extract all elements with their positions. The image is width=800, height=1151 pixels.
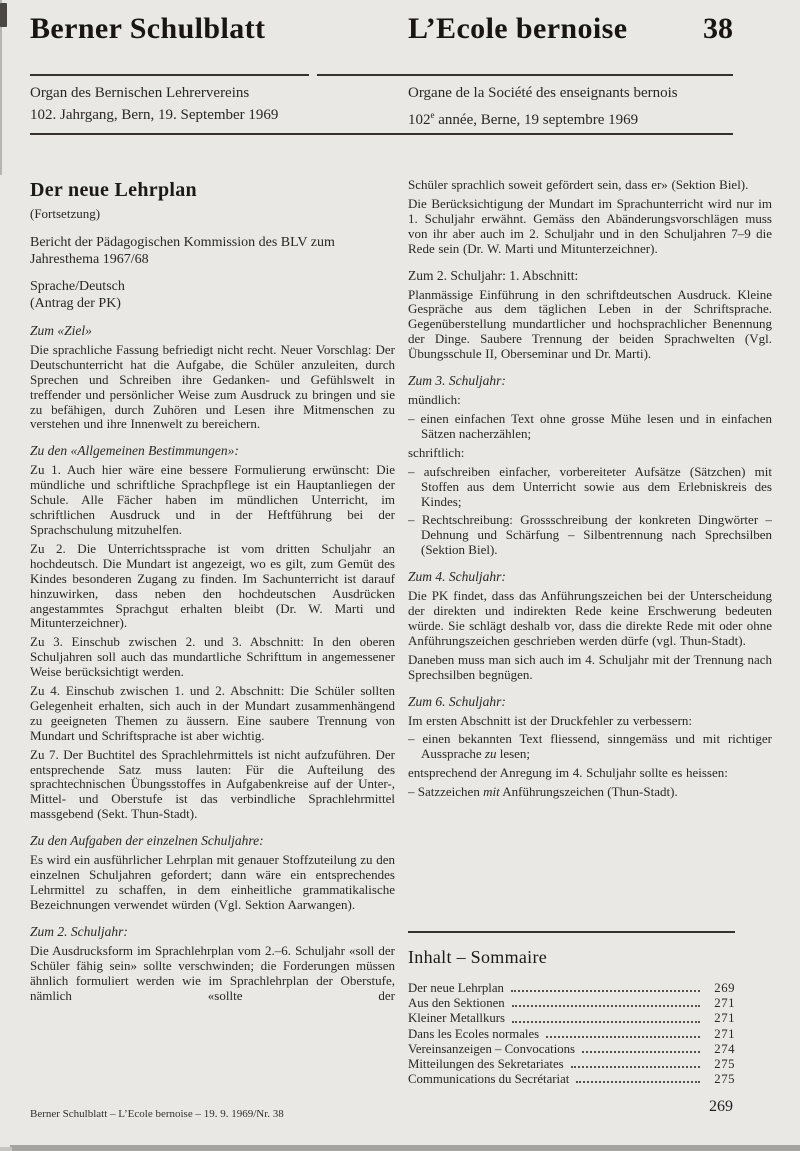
scan-bottom-shadow-light xyxy=(0,1147,12,1151)
list-item: – aufschreiben einfacher, vorbereiteter Aufsätze (Sätzchen) mit Stoffen aus dem Unterricht sowie aus dem Erlebniskreis des Kindes; xyxy=(408,463,772,509)
paragraph: Die sprachliche Fassung befriedigt nicht recht. Neuer Vorschlag: Der Deutschunterricht hat die Aufgabe, die Schüler anzuleiten, durch Sprechen und Schreiben ihre Gedanken- und Gefühlswelt in treffender und persönlicher Weise zum Ausdruck zu bringen und sie zu befähigen, durch Zuhören und Lesen ihre Mitmenschen zu verstehen und ihre Innenwelt zu bereichern. xyxy=(30,341,395,432)
toc-rule xyxy=(408,931,735,933)
masthead-rule-top-left xyxy=(30,74,309,76)
section-heading-schuljahr-2-abschnitt-1: Zum 2. Schuljahr: 1. Abschnitt: xyxy=(408,267,579,283)
masthead-rule-bottom xyxy=(30,133,733,135)
issue-number: 38 xyxy=(703,12,733,45)
paragraph: Es wird ein ausführlicher Lehrplan mit genauer Stoffzuteilung zu den einzelnen Schuljahren gefordert; dann wäre ein entsprechendes Lehrmittel zu schaffen, in dem einheitliche grammatikalische Bezeichnungen verwendet würden (Vgl. Sektion Aarwangen). xyxy=(30,852,395,912)
paragraph-continuation: Schüler sprachlich soweit gefördert sein, dass er» (Sektion Biel). xyxy=(408,178,749,192)
toc-entry xyxy=(408,981,735,996)
toc-entry-page: 271 xyxy=(714,1026,735,1041)
volume-date-line-french: 102e année, Berne, 19 septembre 1969 xyxy=(408,110,639,128)
toc-entry xyxy=(408,996,735,1011)
superscript-e: e xyxy=(430,110,435,120)
article-subtitle: (Fortsetzung) xyxy=(30,206,101,221)
article-lead: Bericht der Pädagogischen Kommission des BLV zum Jahresthema 1967/68 xyxy=(30,234,335,267)
label-schriftlich: schriftlich: xyxy=(408,444,465,460)
left-column xyxy=(30,178,395,1094)
paragraph: Zu 4. Einschub zwischen 1. und 2. Abschnitt: Die Schüler sollten Gelegenheit erhalten, sich auch in der Mundart zusammenhängend zu geeigneten Themen zu äussern. Eine saubere Trennung von Mundart und Schriftsprache ist aber wichtig. xyxy=(30,683,395,743)
toc-leader-dots xyxy=(511,990,700,992)
paragraph: Zu 7. Der Buchtitel des Sprachlehrmittels ist nicht aufzuführen. Der entsprechende Satz muss lauten: Für die Aufteilung des sprachtechnischen Übungsstoffes in Aufgabenkreise auf der Unter-, Mittel- und Oberstufe ist das verbindliche Sprachlehrmittel massgebend (Sekt. Thun-Stadt). xyxy=(30,746,395,822)
toc-entry xyxy=(408,1011,735,1026)
toc-leader-dots xyxy=(576,1081,700,1083)
article-title: Der neue Lehrplan xyxy=(30,179,197,201)
label-muendlich: mündlich: xyxy=(408,392,461,408)
italic-word: zu xyxy=(484,746,497,762)
toc-entry-page: 275 xyxy=(714,1072,735,1087)
organ-line: Organ des Bernischen Lehrervereins xyxy=(30,85,250,101)
toc-entry-page: 275 xyxy=(714,1057,735,1072)
toc-entry xyxy=(408,1072,735,1087)
list-item: – Rechtschreibung: Grossschreibung der konkreten Dingwörter – Dehnung und Schärfung – Silbentrennung nach Sprechsilben (Sektion Biel). xyxy=(408,512,772,558)
toc-entry-page: 269 xyxy=(714,981,735,995)
section-heading-ziel: Zum «Ziel» xyxy=(30,322,92,338)
toc-title: Inhalt – Sommaire xyxy=(408,947,548,967)
organe-line: Organe de la Société des enseignants bernois xyxy=(408,85,678,101)
paragraph: Zu 2. Die Unterrichtssprache ist vom dritten Schuljahr an hochdeutsch. Die Mundart ist angezeigt, wo es gilt, zum Gemüt des Kindes besonderen Zugang zu finden. Im Sachunterricht ist darauf hinzuwirken, dass neben den hochdeutschen Ausdrücken angestammtes Sprachgut erhalten bleibt (Dr. W. Marti und Mitunterzeichner). xyxy=(30,540,395,631)
toc-entry-label: Der neue Lehrplan xyxy=(408,981,504,995)
toc-entry xyxy=(408,1042,735,1057)
toc-entry xyxy=(408,1027,735,1042)
toc-entry-label: Dans les Ecoles normales xyxy=(408,1026,540,1041)
masthead-subtitle-french xyxy=(408,82,772,131)
paragraph: Daneben muss man sich auch im 4. Schuljahr mit der Trennung nach Sprechsilben begnügen. xyxy=(408,651,772,682)
list-item: – einen bekannten Text fliessend, sinngemäss und mit richtiger Aussprache zu lesen; xyxy=(408,731,772,762)
scan-bottom-shadow xyxy=(10,1145,800,1151)
right-column xyxy=(408,178,772,930)
paragraph: Zu 1. Auch hier wäre eine bessere Formulierung erwünscht: Die mündliche und schriftliche Sprachpflege ist ein Hauptanliegen der Schule. Alle Fächer haben im mündlichen Unterricht, im schriftlichen Ausdruck und in der Heftführung bei der Sprachschulung mitzuhelfen. xyxy=(30,462,395,537)
masthead-rule-top-right xyxy=(317,74,733,76)
toc-entry-label: Vereinsanzeigen – Convocations xyxy=(408,1041,576,1056)
scan-corner-artifact xyxy=(0,3,7,27)
paragraph: entsprechend der Anregung im 4. Schuljahr sollte es heissen: xyxy=(408,765,728,781)
toc-entry-label: Aus den Sektionen xyxy=(408,996,505,1011)
masthead-subtitle-german xyxy=(30,82,390,126)
section-heading-schuljahr-2: Zum 2. Schuljahr: xyxy=(30,923,128,939)
paragraph: Zu 3. Einschub zwischen 2. und 3. Abschnitt: In den oberen Schuljahren soll auch das mundartliche Schrifttum in angemessener Weise berücksichtigt werden. xyxy=(30,634,395,680)
toc-leader-dots xyxy=(512,1005,700,1007)
toc-leader-dots xyxy=(582,1051,700,1053)
toc-leader-dots xyxy=(512,1021,700,1023)
article-topic: Sprache/Deutsch xyxy=(30,278,125,294)
paragraph: Im ersten Abschnitt ist der Druckfehler zu verbessern: xyxy=(408,712,693,728)
toc-entry xyxy=(408,1057,735,1072)
article-topic-note: (Antrag der PK) xyxy=(30,295,121,311)
section-heading-schuljahr-4: Zum 4. Schuljahr: xyxy=(408,569,506,585)
section-heading-schuljahr-6: Zum 6. Schuljahr: xyxy=(408,693,506,709)
toc-leader-dots xyxy=(546,1036,700,1038)
list-item: – Satzzeichen mit Anführungszeichen (Thun-Stadt). xyxy=(408,784,678,800)
journal-title-german: Berner Schulblatt xyxy=(30,12,266,45)
page-number: 269 xyxy=(709,1098,733,1115)
section-heading-schuljahr-3: Zum 3. Schuljahr: xyxy=(408,373,506,389)
toc-entry-page: 274 xyxy=(714,1041,735,1056)
toc-entry-label: Kleiner Metallkurs xyxy=(408,1011,506,1026)
paragraph: Die Berücksichtigung der Mundart im Sprachunterricht wird nur im 1. Schuljahr erwähnt. Gemäss den Abänderungsvorschlägen muss von ihr aber auch im 2. Schuljahr und in den Schuljahren 7–9 die Rede sein (Dr. W. Marti und Mitunterzeichner). xyxy=(408,195,772,256)
toc-entry-label: Mitteilungen des Sekretariates xyxy=(408,1057,564,1072)
journal-title-french: L’Ecole bernoise xyxy=(408,12,628,45)
toc-entry-label: Communications du Secrétariat xyxy=(408,1072,570,1087)
table-of-contents xyxy=(408,931,735,1087)
footer-imprint: Berner Schulblatt – L’Ecole bernoise – 19. 9. 1969/Nr. 38 xyxy=(30,1108,284,1120)
toc-entry-page: 271 xyxy=(714,996,735,1011)
section-heading-aufgaben: Zu den Aufgaben der einzelnen Schuljahre: xyxy=(30,833,264,849)
italic-word: mit xyxy=(483,784,500,800)
paragraph: Planmässige Einführung in den schriftdeutschen Ausdruck. Kleine Gespräche aus dem täglichen Leben in der Schriftsprache. Gegenüberstellung mundartlicher und hochsprachlicher Benennung der Dinge. Saubere Trennung der beiden Sprachwelten (Vgl. Übungsschule II, Oberseminar und Dr. Marti). xyxy=(408,286,772,362)
list-item: – einen einfachen Text ohne grosse Mühe lesen und in einfachen Sätzen nacherzählen; xyxy=(408,410,772,441)
toc-leader-dots xyxy=(571,1066,700,1068)
paragraph-continued: Die Ausdrucksform im Sprachlehrplan vom 2.–6. Schuljahr «soll der Schüler fähig sein» sollte verschwinden; die Forderungen müssen ähnlich formuliert werden wie im Sprachlehrplan der Oberstufe, nämlich «sollte der xyxy=(30,942,395,1003)
section-heading-allgemeine-bestimmungen: Zu den «Allgemeinen Bestimmungen»: xyxy=(30,443,239,459)
volume-date-line-german: 102. Jahrgang, Bern, 19. September 1969 xyxy=(30,107,279,123)
toc-entry-page: 271 xyxy=(714,1011,735,1026)
paragraph: Die PK findet, dass das Anführungszeichen bei der Unterscheidung der direkten und indirekten Rede keine Erschwerung bedeuten würde. Sie schlägt deshalb vor, dass die direkte Rede mit oder ohne Anführungszeichen geschrieben werden dürfe (vgl. Thun-Stadt). xyxy=(408,588,772,648)
